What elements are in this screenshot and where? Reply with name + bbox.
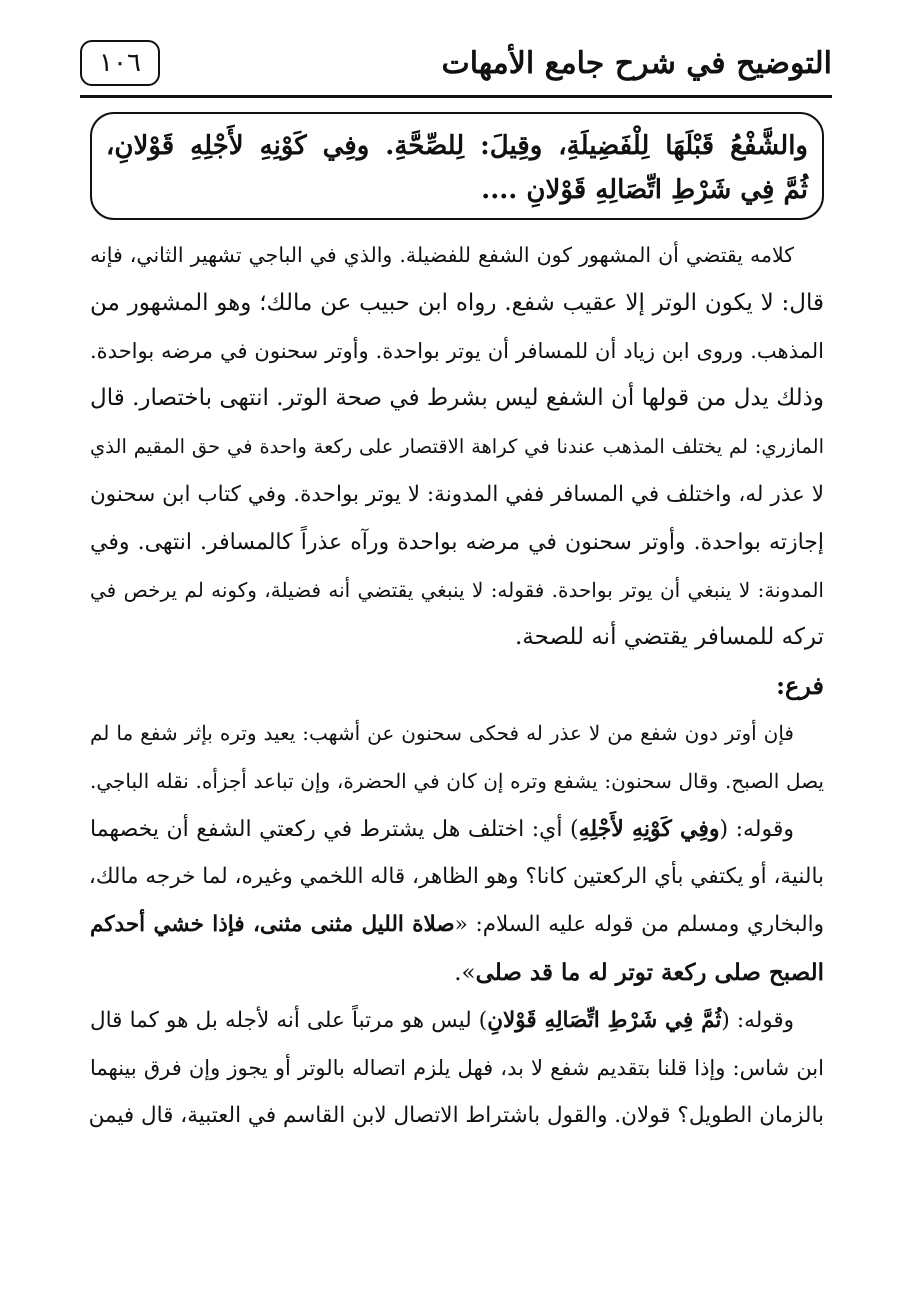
text-line: بالنية، أو يكتفي بأي الركعتين كانا؟ وهو الظاهر، قاله اللخمي وغيره، لما خرجه مالك، — [88, 864, 824, 890]
text-line: المدونة: لا ينبغي أن يوتر بواحدة. فقوله: لا ينبغي يقتضي أنه فضيلة، وكونه لم يرخص في — [90, 577, 824, 602]
text-line: كلامه يقتضي أن المشهور كون الشفع للفضيلة. والذي في الباجي تشهير الثاني، فإنه — [90, 243, 794, 267]
header-divider — [80, 95, 832, 98]
matn-text-box — [90, 112, 824, 220]
text-line — [90, 901, 824, 949]
section-heading: فرع: — [776, 671, 824, 701]
text-line: بالزمان الطويل؟ قولان. والقول باشتراط الاتصال لابن القاسم في العتبية، قال فيمن — [88, 1103, 824, 1129]
text-span: ». — [454, 959, 476, 986]
text-line: المذهب. وروى ابن زياد أن للمسافر أن يوتر بواحدة. وأوتر سحنون في مرضه بواحدة. — [90, 338, 824, 363]
matn-quote: ثُمَّ فِي شَرْطِ اتِّصَالِهِ قَوْلانِ — [487, 1007, 722, 1033]
matn-line: والشَّفْعُ قَبْلَهَا لِلْفَضِيلَةِ، وقِيلَ: لِلصِّحَّةِ. وفِي كَوْنِهِ لأَجْلِهِ قَوْلانِ، — [106, 131, 808, 161]
text-line: يصل الصبح. وقال سحنون: يشفع وتره إن كان في الحضرة، وإن تباعد أجزأه. نقله الباجي. — [90, 768, 824, 793]
text-line: تركه للمسافر يقتضي أنه للصحة. — [514, 624, 824, 651]
text-line — [90, 806, 824, 854]
text-span: وقوله: ( — [719, 816, 794, 842]
matn-quote: وفِي كَوْنِهِ لأَجْلِهِ — [578, 815, 720, 842]
text-span: والبخاري ومسلم من قوله عليه السلام: « — [454, 912, 825, 938]
hadith-text: صلاة الليل مثنى مثنى، فإذا خشي أحدكم — [90, 912, 455, 938]
text-span: ) ليس هو مرتباً على أنه لأجله بل هو كما قال — [90, 1007, 488, 1033]
text-line — [90, 997, 824, 1045]
text-line: فإن أوتر دون شفع من لا عذر له فحكى سحنون عن أشهب: يعيد وتره بإثر شفع ما لم — [90, 720, 794, 745]
page-number: ١٠٦ — [80, 40, 160, 86]
text-span: ) أي: اختلف هل يشترط في ركعتي الشفع أن يخصهما — [90, 816, 579, 842]
commentary-body — [90, 232, 824, 1140]
matn-line: ثُمَّ فِي شَرْطِ اتِّصَالِهِ قَوْلانِ .... — [481, 175, 808, 205]
text-span: وقوله: ( — [721, 1007, 795, 1033]
text-line: وذلك يدل من قولها أن الشفع ليس بشرط في صحة الوتر. انتهى باختصار. قال — [90, 385, 824, 412]
hadith-text: الصبح صلى ركعة توتر له ما قد صلى — [475, 958, 824, 986]
text-line: إجازته بواحدة. وأوتر سحنون في مرضه بواحدة ورآه عذراً كالمسافر. انتهى. وفي — [90, 529, 824, 555]
text-line — [90, 949, 824, 997]
text-line: لا عذر له، واختلف في المسافر ففي المدونة: لا يوتر بواحدة. وفي كتاب ابن سحنون — [90, 481, 824, 507]
page-header — [80, 40, 832, 95]
text-line: المازري: لم يختلف المذهب عندنا في كراهة الاقتصار على ركعة واحدة في حق المقيم الذي — [90, 435, 824, 459]
text-line: ابن شاس: وإذا قلنا بتقديم شفع لا بد، فهل يلزم اتصاله بالوتر أو يجوز وإن فرق بينهما — [90, 1055, 824, 1080]
running-title: التوضيح في شرح جامع الأمهات — [441, 46, 832, 81]
text-line: قال: لا يكون الوتر إلا عقيب شفع. رواه ابن حبيب عن مالك؛ وهو المشهور من — [90, 289, 824, 316]
